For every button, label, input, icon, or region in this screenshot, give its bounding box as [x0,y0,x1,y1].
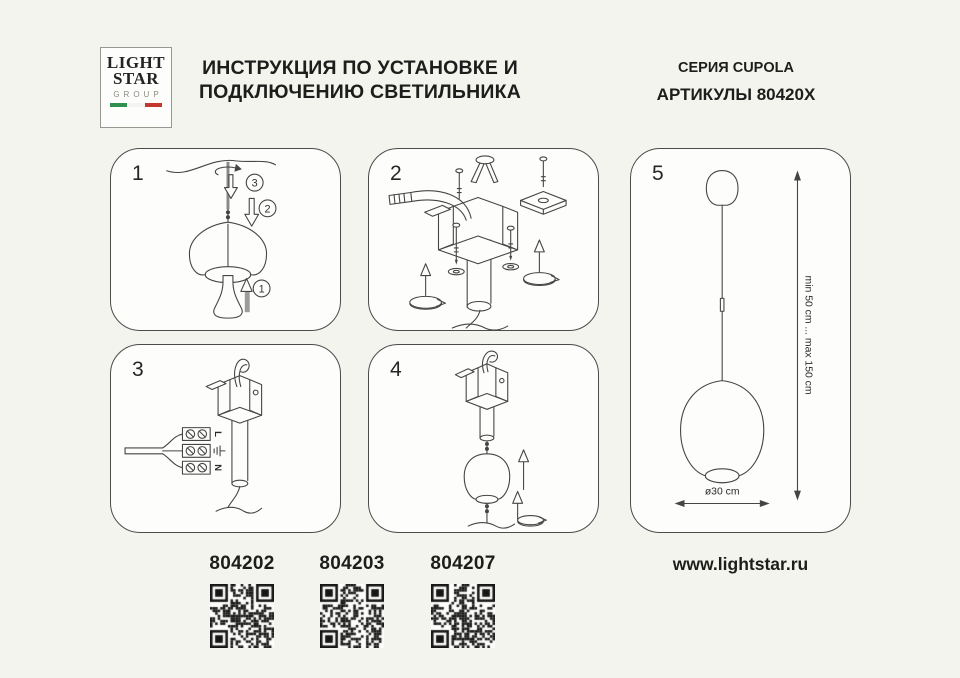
hook-wire-drawing [483,351,498,373]
mounting-bracket-drawing [455,364,507,410]
panel-number-1: 1 [132,162,144,185]
series-block [620,60,852,105]
suspension-cable [720,205,724,380]
step-panel-5 [630,148,851,533]
earth-ground-icon [214,446,225,456]
title-line-1: ИНСТРУКЦИЯ ПО УСТАНОВКЕ И [202,57,518,79]
spring-toggle-drawing [471,156,498,183]
article-code-3: 804207 [430,553,496,574]
supply-cable-drawing [125,434,182,468]
terminal-block-drawing [182,428,210,475]
step1-diagram [111,149,340,330]
step4-diagram [369,345,598,532]
svg-text:min 50 cm ... max 150 cm: min 50 cm ... max 150 cm [802,275,814,395]
step-panel-1 [110,148,341,331]
article-block-2 [297,553,407,648]
lower-rod-drawing [468,503,515,528]
step2-diagram [369,149,598,330]
panel-number-4: 4 [390,358,402,381]
qr-code-3 [431,584,495,648]
lamp-shade-drawing [681,381,764,483]
svg-text:N: N [213,464,225,472]
step-badge-1 [253,280,270,297]
dimensions-diagram [631,149,850,532]
panel-number-3: 3 [132,358,144,381]
qr-code-2 [320,584,384,648]
mounting-bracket-drawing [425,197,518,263]
article-block-3 [408,553,518,648]
lightstar-logo [100,47,172,128]
mounting-bracket-drawing [206,376,261,423]
article-code-1: 804202 [209,553,275,574]
logo-word-light: LIGHT [106,53,166,72]
ceiling-line [167,160,276,172]
lamp-shade-drawing [189,222,266,282]
lamp-shade-drawing [464,454,510,503]
svg-text:1: 1 [258,283,265,296]
svg-text:2: 2 [264,203,271,216]
ceiling-plate-drawing [521,192,566,215]
step3-diagram [111,345,340,532]
cover-disc-left [410,264,446,309]
qr-code-1 [210,584,274,648]
website-url: www.lightstar.ru [672,554,809,574]
step-badge-2 [259,200,276,217]
screw-top-right [540,157,547,187]
step-panel-3 [110,344,341,533]
page-title [182,56,538,104]
step-panel-2 [368,148,599,331]
up-arrow [241,279,252,313]
hook-wire-drawing [235,359,249,386]
up-arrow-disc [513,491,547,526]
cover-disc-right [524,240,560,285]
panel-number-5: 5 [652,162,664,185]
diameter-dimension [675,487,770,507]
canopy-drawing [706,171,738,206]
svg-text:ø30 cm: ø30 cm [704,486,740,498]
screw-top-left [456,169,463,199]
step-panel-4 [368,344,599,533]
svg-text:L: L [213,431,225,437]
step-badge-3 [246,174,263,191]
title-line-2: ПОДКЛЮЧЕНИЮ СВЕТИЛЬНИКА [198,81,522,103]
articles-code: АРТИКУЛЫ 80420X [656,85,816,104]
article-code-2: 804203 [319,553,385,574]
down-arrow [245,198,259,226]
logo-word-star: STAR [112,69,160,88]
up-arrow-shade [519,450,529,490]
logo-word-group: GROUP [113,90,163,99]
series-name: СЕРИЯ CUPOLA [678,60,794,76]
article-block-1 [187,553,297,648]
italian-flag-icon [110,103,162,107]
panel-number-2: 2 [390,162,402,185]
height-dimension [794,171,813,501]
svg-text:3: 3 [251,177,258,190]
connector-drawing [485,441,489,454]
terminal-labels [213,431,225,471]
